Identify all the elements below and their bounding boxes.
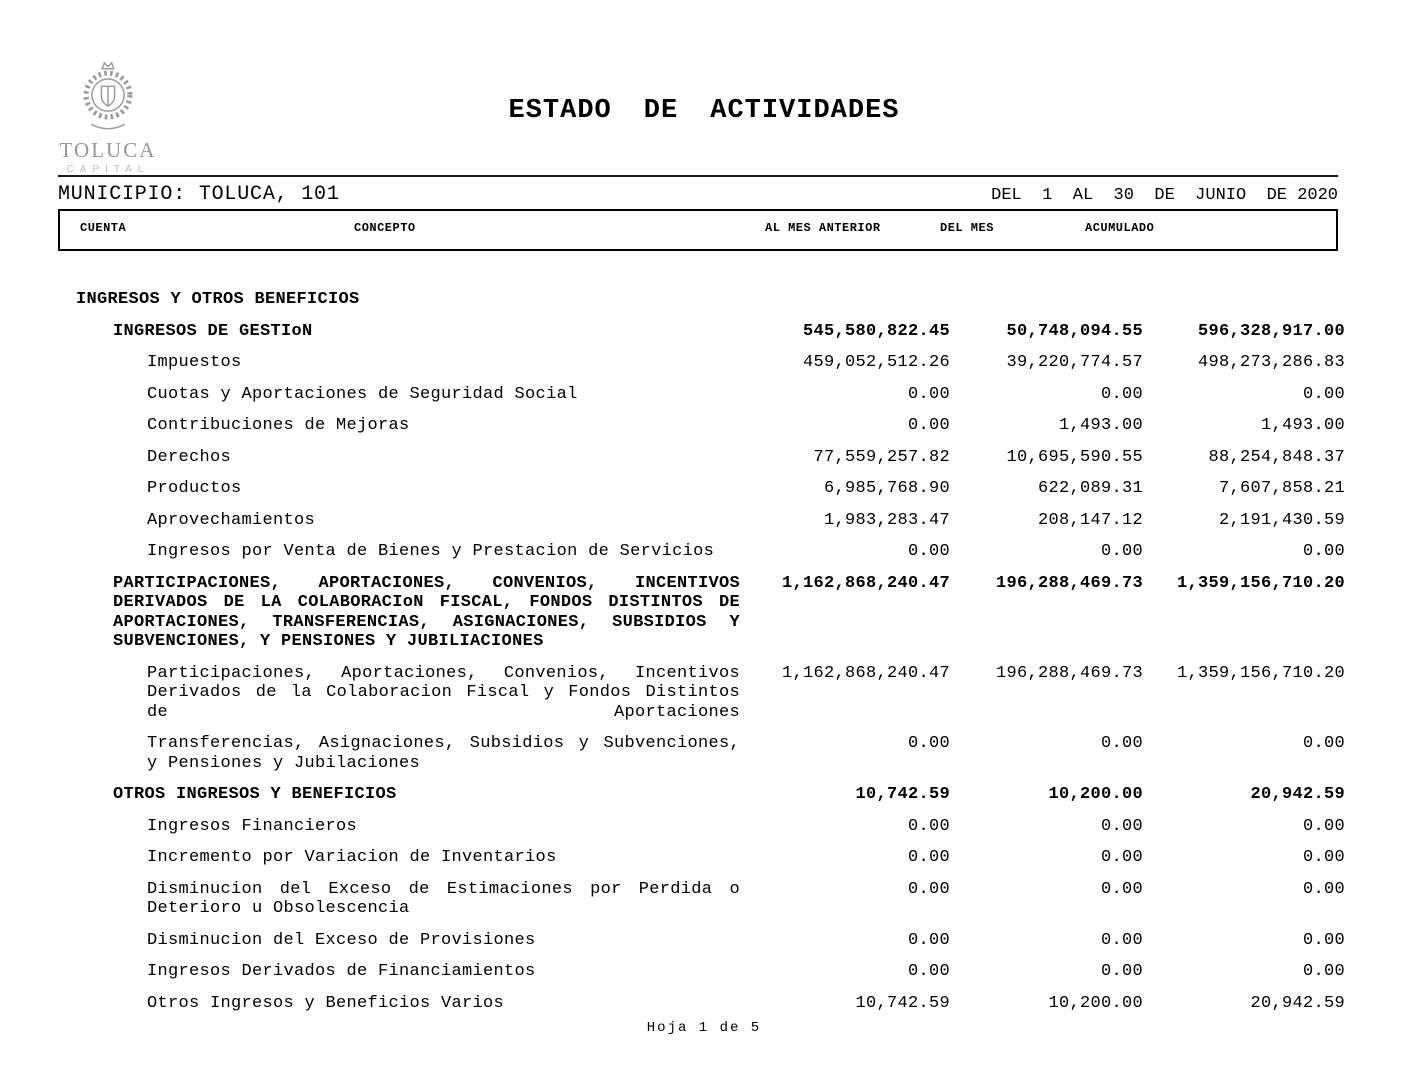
column-header-acumulado: ACUMULADO — [1085, 221, 1155, 235]
row-concept-line: SUBVENCIONES, Y PENSIONES Y JUBILIACIONES — [113, 632, 544, 651]
row-value: 10,695,590.55 — [1006, 447, 1143, 467]
row-value: 1,493.00 — [1058, 416, 1143, 435]
table-header — [58, 209, 1338, 251]
header-divider — [58, 175, 1338, 177]
row-value: 196,288,469.73 — [995, 663, 1143, 683]
row-value: 0.00 — [907, 962, 950, 981]
row-value: 0.00 — [1100, 734, 1143, 753]
row-value: 10,200.00 — [1048, 993, 1143, 1013]
row-concept-line: OTROS INGRESOS Y BENEFICIOS — [113, 785, 397, 804]
table-body — [58, 283, 1345, 1025]
table-row — [58, 817, 1345, 837]
table-row — [58, 353, 1345, 373]
row-value: 596,328,917.00 — [1197, 321, 1345, 341]
row-value: 0.00 — [907, 416, 950, 435]
row-concept — [76, 290, 1345, 310]
row-value: 0.00 — [1302, 879, 1345, 899]
table-row — [58, 880, 1345, 919]
table-row — [58, 290, 1345, 310]
column-header-concepto: CONCEPTO — [354, 221, 416, 235]
table-row — [58, 574, 1345, 652]
row-value: 0.00 — [907, 816, 950, 836]
table-row — [58, 664, 1345, 723]
row-concept-line: Contribuciones de Mejoras — [147, 416, 410, 435]
row-concept-line: y Pensiones y Jubilaciones — [147, 753, 421, 773]
row-value: 0.00 — [1302, 930, 1345, 950]
row-value: 0.00 — [1100, 848, 1143, 867]
row-value: 50,748,094.55 — [1006, 321, 1143, 341]
row-value: 1,359,156,710.20 — [1176, 663, 1345, 683]
row-value: 0.00 — [907, 879, 950, 899]
row-value: 10,200.00 — [1048, 785, 1143, 804]
row-concept-line: Transferencias, Asignaciones, Subsidios y Subvenciones, — [147, 734, 740, 753]
logo-name: TOLUCA — [59, 138, 157, 162]
page-title: ESTADO DE ACTIVIDADES — [508, 96, 900, 126]
page-footer: Hoja 1 de 5 — [646, 1020, 762, 1036]
row-value: 1,983,283.47 — [823, 510, 950, 530]
row-value: 0.00 — [1100, 930, 1143, 950]
row-concept-line: DERIVADOS DE LA COLABORACIoN FISCAL, FONDOS DISTINTOS DE — [113, 593, 740, 612]
row-concept-line: Aprovechamientos — [147, 510, 316, 530]
row-value: 2,191,430.59 — [1218, 510, 1345, 530]
table-row — [58, 931, 1345, 951]
row-value: 0.00 — [1302, 384, 1345, 404]
row-value: 0.00 — [907, 384, 950, 404]
row-value: 88,254,848.37 — [1208, 447, 1345, 467]
row-value: 498,273,286.83 — [1197, 353, 1345, 372]
row-value: 10,742.59 — [855, 785, 950, 804]
row-concept-line: Derechos — [147, 447, 232, 467]
period-label: DEL 1 AL 30 DE JUNIO DE 2020 — [991, 186, 1338, 205]
row-value: 1,493.00 — [1260, 416, 1345, 435]
row-concept-line: Productos — [147, 479, 242, 498]
row-value: 39,220,774.57 — [1006, 353, 1143, 372]
row-value: 459,052,512.26 — [802, 353, 950, 372]
row-value: 20,942.59 — [1250, 785, 1345, 804]
row-concept-line: Derivados de la Colaboracion Fiscal y Fondos Distintos — [147, 683, 740, 702]
row-value: 77,559,257.82 — [813, 447, 950, 467]
row-concept-line: INGRESOS Y OTROS BENEFICIOS — [76, 290, 360, 309]
row-value: 1,162,868,240.47 — [781, 663, 950, 683]
row-value: 0.00 — [1100, 816, 1143, 836]
row-concept-line: Ingresos Derivados de Financiamientos — [147, 962, 536, 981]
table-row — [58, 511, 1345, 531]
row-value: 0.00 — [1100, 962, 1143, 981]
row-value: 7,607,858.21 — [1218, 479, 1345, 498]
row-value: 0.00 — [1302, 848, 1345, 867]
report-meta-row — [58, 183, 1338, 206]
row-value: 1,359,156,710.20 — [1176, 573, 1345, 593]
row-value: 622,089.31 — [1037, 479, 1143, 498]
row-value: 545,580,822.45 — [802, 321, 950, 341]
table-row — [58, 322, 1345, 342]
row-value: 0.00 — [1100, 542, 1143, 561]
row-value: 0.00 — [1100, 384, 1143, 404]
table-row — [58, 785, 1345, 805]
row-concept-line: APORTACIONES, TRANSFERENCIAS, ASIGNACIONES, SUBSIDIOS Y — [113, 612, 740, 632]
row-value: 0.00 — [1302, 816, 1345, 836]
table-row — [58, 385, 1345, 405]
row-value: 6,985,768.90 — [823, 479, 950, 498]
column-header-del-mes: DEL MES — [940, 221, 994, 235]
row-value: 0.00 — [907, 734, 950, 753]
row-value: 0.00 — [907, 848, 950, 867]
table-row — [58, 542, 1345, 562]
row-concept-line: Disminucion del Exceso de Estimaciones por Perdida o — [147, 879, 740, 899]
row-concept-line: Ingresos por Venta de Bienes y Prestacion de Servicios — [147, 542, 715, 561]
table-row — [58, 479, 1345, 499]
row-concept-line: Otros Ingresos y Beneficios Varios — [147, 993, 505, 1013]
row-concept-line: Deterioro u Obsolescencia — [147, 899, 410, 918]
row-value: 0.00 — [1302, 734, 1345, 753]
row-concept-line: INGRESOS DE GESTIoN — [113, 321, 313, 341]
column-header-al-mes-anterior: AL MES ANTERIOR — [765, 221, 881, 235]
row-concept-line: Impuestos — [147, 353, 242, 372]
column-header-cuenta: CUENTA — [80, 221, 127, 235]
row-value: 0.00 — [907, 930, 950, 950]
row-concept-line: de Aportaciones — [147, 702, 740, 722]
municipio-label: MUNICIPIO: TOLUCA, 101 — [58, 183, 340, 206]
logo-tagline: CAPITAL — [66, 164, 150, 175]
table-row — [58, 448, 1345, 468]
table-row — [58, 734, 1345, 773]
row-concept-line: Participaciones, Aportaciones, Convenios, Incentivos — [147, 663, 740, 683]
row-value: 0.00 — [1100, 879, 1143, 899]
row-value: 0.00 — [1302, 962, 1345, 981]
row-concept-line: Incremento por Variacion de Inventarios — [147, 848, 557, 867]
table-row — [58, 994, 1345, 1014]
row-concept-line: Disminucion del Exceso de Provisiones — [147, 930, 536, 950]
row-concept-line: Cuotas y Aportaciones de Seguridad Social — [147, 384, 578, 404]
row-value: 208,147.12 — [1037, 510, 1143, 530]
row-concept-line: PARTICIPACIONES, APORTACIONES, CONVENIOS, INCENTIVOS — [113, 573, 740, 593]
row-value: 20,942.59 — [1250, 993, 1345, 1013]
row-value: 0.00 — [1302, 542, 1345, 561]
table-row — [58, 416, 1345, 436]
table-row — [58, 848, 1345, 868]
row-concept-line: Ingresos Financieros — [147, 816, 358, 836]
row-value: 196,288,469.73 — [995, 573, 1143, 593]
row-value: 1,162,868,240.47 — [781, 573, 950, 593]
table-row — [58, 962, 1345, 982]
row-value: 10,742.59 — [855, 993, 950, 1013]
row-value: 0.00 — [907, 542, 950, 561]
